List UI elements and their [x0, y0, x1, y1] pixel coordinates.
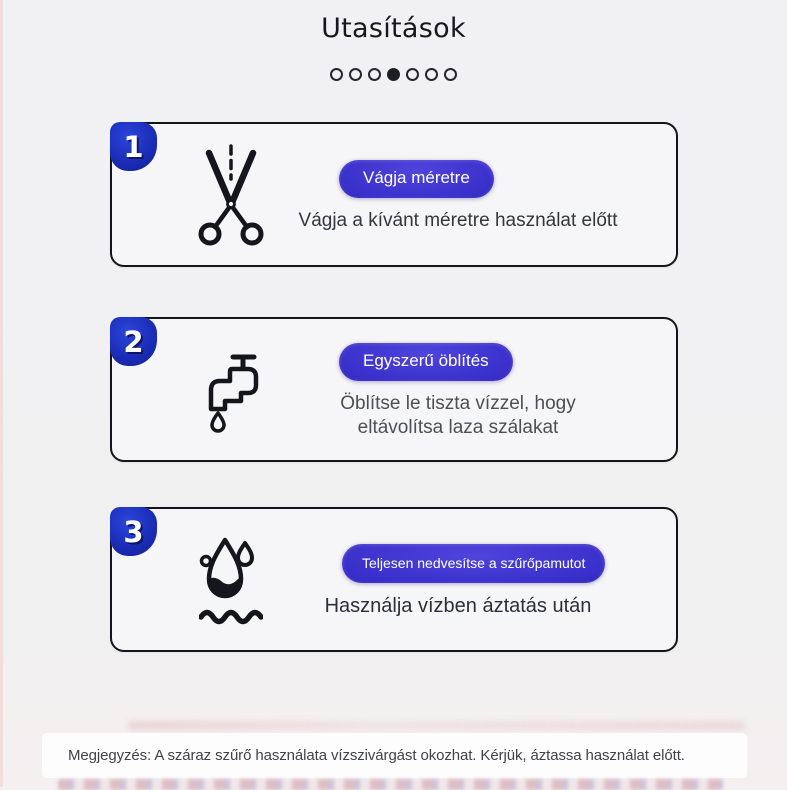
faucet-icon	[196, 319, 266, 460]
faded-smudge	[128, 721, 745, 730]
page-title: Utasítások	[321, 13, 466, 44]
carousel-dot[interactable]	[349, 68, 362, 81]
carousel-dot[interactable]	[425, 68, 438, 81]
left-edge-tint	[0, 0, 3, 787]
step-badge-pill: Egyszerű öblítés	[339, 343, 513, 381]
step-card-2	[110, 317, 678, 462]
step-description: Öblítse le tiszta vízzel, hogy eltávolítsa laza szálakat	[340, 393, 576, 438]
step-number-badge: 3	[110, 507, 157, 556]
step-description: Használja vízben áztatás után	[324, 594, 592, 617]
carousel-dot[interactable]	[444, 68, 457, 81]
step-badge-pill: Teljesen nedvesítse a szűrőpamutot	[342, 544, 605, 583]
step-number-badge: 1	[110, 122, 157, 171]
carousel-dots	[0, 68, 787, 81]
step-card-3	[110, 507, 678, 652]
note-text: Megjegyzés: A száraz szűrő használata vízszivárgást okozhat. Kérjük, áztassa használat előtt.	[68, 747, 685, 764]
carousel-dot[interactable]	[406, 68, 419, 81]
step-badge-pill: Vágja méretre	[339, 160, 494, 198]
note-band	[42, 733, 747, 778]
blurred-ghost-text	[58, 779, 723, 790]
water-soak-icon	[196, 509, 266, 650]
carousel-dot[interactable]	[368, 68, 381, 81]
step-description: Vágja a kívánt méretre használat előtt	[298, 210, 618, 232]
scissors-icon	[196, 124, 266, 265]
carousel-dot-active[interactable]	[387, 68, 400, 81]
carousel-dot[interactable]	[330, 68, 343, 81]
step-card-1	[110, 122, 678, 267]
step-number-badge: 2	[110, 317, 157, 366]
